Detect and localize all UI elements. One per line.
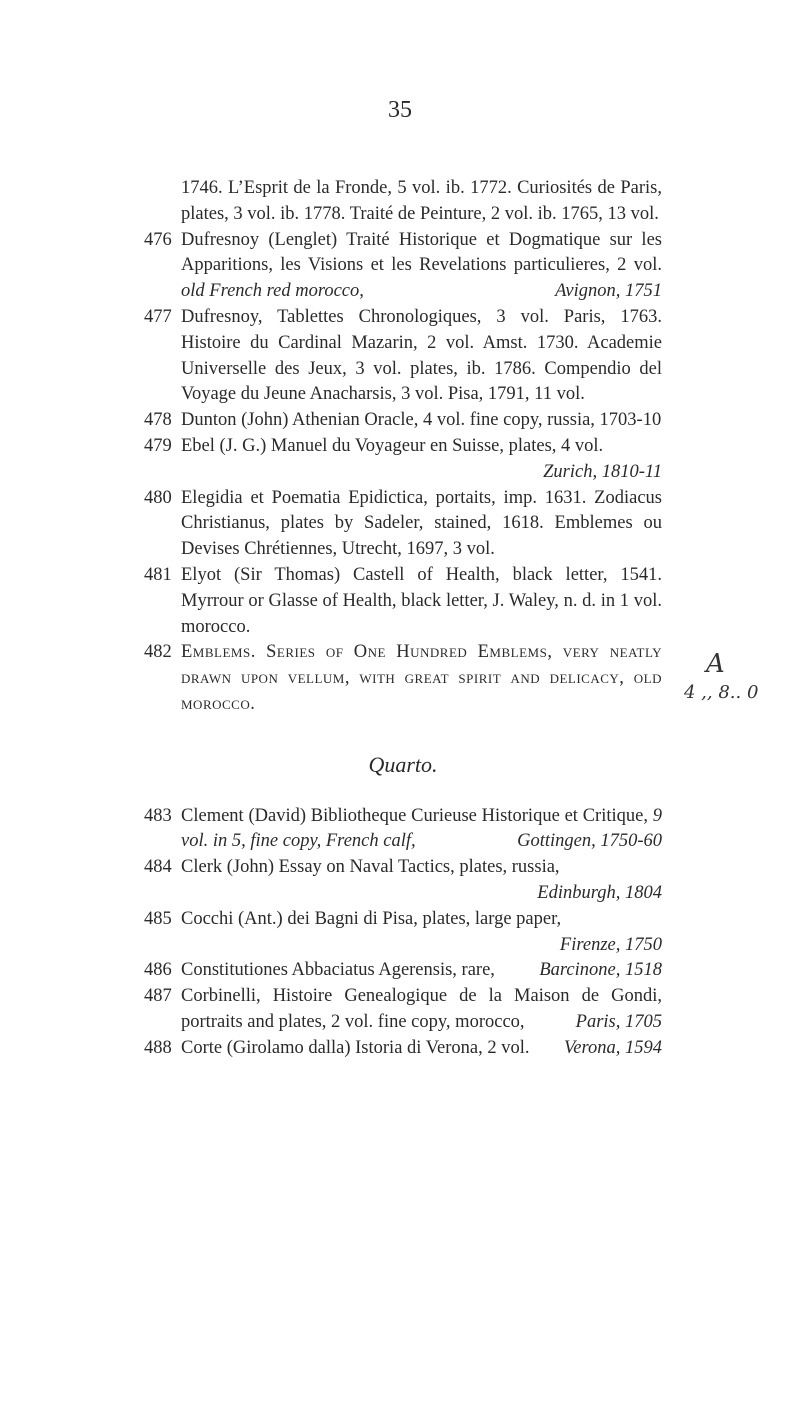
entry-486 [144, 958, 662, 984]
lot-number: 478 [144, 410, 172, 431]
entry-477 [144, 305, 662, 408]
entry-text: Elyot (Sir Thomas) Castell of Health, black letter, 1541. Myrrour or Glasse of Health, black letter, J. Waley, n. d. in 1 vol. morocco. [181, 564, 662, 637]
catalogue-body [144, 176, 662, 1062]
entry-487 [144, 984, 662, 1036]
imprint: Barcinone, 1518 [539, 960, 662, 981]
entry-481 [144, 563, 662, 640]
entry-text: Constitutiones Abbaciatus Agerensis, rare, [181, 960, 495, 981]
entry-text: Elegidia et Poematia Epidictica, portaits, imp. 1631. Zodiacus Christianus, plates by Sadeler, stained, 1618. Emblemes ou Devises Chrétiennes, Utrecht, 1697, 3 vol. [181, 487, 662, 560]
entry-text: Dufresnoy, Tablettes Chronologiques, 3 vol. Paris, 1763. Histoire du Cardinal Mazarin, 2 vol. Amst. 1730. Academie Universelle des Jeux, 3 vol. plates, ib. 1786. Compendio del Voyage du Jeune Anacharsis, 3 vol. Pisa, 1791, 11 vol. [181, 306, 662, 405]
lot-number: 480 [144, 487, 172, 508]
lot-number: 477 [144, 306, 172, 327]
imprint: Gottingen, 1750-60 [517, 831, 662, 852]
handwritten-margin-note-top: A [706, 649, 725, 679]
lot-number: 484 [144, 857, 172, 878]
entry-476 [144, 228, 662, 305]
imprint: Zurich, 1810-11 [543, 461, 662, 482]
lot-number: 479 [144, 435, 172, 456]
entry-488 [144, 1036, 662, 1062]
imprint: Paris, 1705 [575, 1011, 662, 1032]
imprint: Verona, 1594 [564, 1037, 662, 1058]
entry-text: Corbinelli, Histoire Genealogique de la Maison de Gondi, portraits and plates, 2 vol. fine copy, morocco, [181, 986, 662, 1032]
imprint: Firenze, 1750 [559, 934, 662, 955]
entry-480 [144, 486, 662, 563]
entry-text: Emblems. Series of One Hundred Emblems, very neatly drawn upon vellum, with great spirit and delicacy, old morocco. [181, 642, 662, 714]
entry-479 [144, 434, 662, 486]
entry-476-continuation [144, 176, 662, 228]
lot-number: 485 [144, 908, 172, 929]
entry-text: Clement (David) Bibliotheque Curieuse Historique et Critique, [181, 805, 648, 826]
binding: old French red morocco, [181, 281, 364, 302]
lot-number: 486 [144, 960, 172, 981]
entry-text: Clerk (John) Essay on Naval Tactics, plates, russia, [181, 857, 560, 878]
lot-number: 482 [144, 642, 172, 663]
entry-485 [144, 907, 662, 959]
lot-number: 487 [144, 986, 172, 1007]
handwritten-margin-note-bottom: 4 ,, 8.. 0 [684, 682, 759, 703]
entry-484 [144, 855, 662, 907]
entry-text: Dunton (John) Athenian Oracle, 4 vol. fine copy, russia, 1703-10 [181, 410, 662, 431]
lot-number: 488 [144, 1037, 172, 1058]
entry-text: Cocchi (Ant.) dei Bagni di Pisa, plates, large paper, [181, 908, 562, 929]
entry-text: Corte (Girolamo dalla) Istoria di Verona, 2 vol. [181, 1037, 530, 1058]
entry-text: Ebel (J. G.) Manuel du Voyageur en Suisse, plates, 4 vol. [181, 435, 604, 456]
entry-text: 1746. L’Esprit de la Fronde, 5 vol. ib. 1772. Curiosités de Paris, plates, 3 vol. ib. 1778. Traité de Peinture, 2 vol. ib. 1765, 13 vol. [181, 178, 662, 224]
binding: 9 vol. in 5, fine copy, French calf, [181, 805, 663, 852]
section-heading: Quarto. [368, 751, 438, 777]
page-number: 35 [388, 97, 412, 123]
lot-number: 476 [144, 229, 172, 250]
imprint: Edinburgh, 1804 [537, 882, 662, 903]
lot-number: 483 [144, 805, 172, 826]
imprint: Avignon, 1751 [555, 281, 662, 302]
entry-478 [144, 408, 662, 434]
entry-text: Dufresnoy (Lenglet) Traité Historique et Dogmatique sur les Apparitions, les Visions et les Revelations particulieres, 2 vol. [181, 229, 662, 276]
entry-482 [144, 640, 662, 717]
entry-483 [144, 804, 662, 856]
lot-number: 481 [144, 564, 172, 585]
